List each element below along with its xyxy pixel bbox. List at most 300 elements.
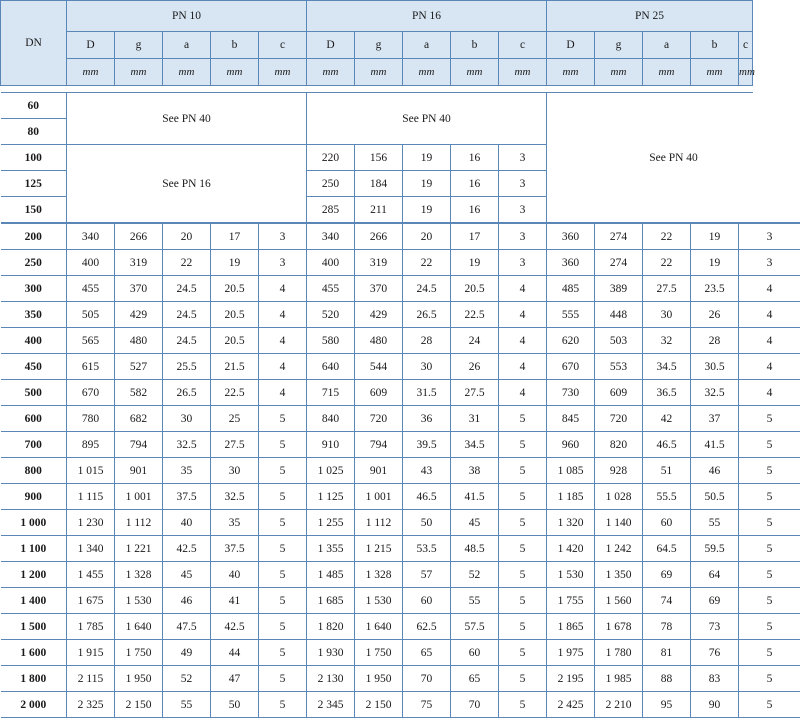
pn10-value-cell: 47.5 <box>163 614 211 640</box>
pn10-value-cell: 2 150 <box>115 692 163 718</box>
pn25-value-cell: 88 <box>643 666 691 692</box>
pn16-value-cell: 46.5 <box>403 484 451 510</box>
pn16-value-cell: 30 <box>403 354 451 380</box>
pn16-value-cell: 1 640 <box>355 614 403 640</box>
pn10-value-cell: 780 <box>67 406 115 432</box>
pn25-value-cell: 1 530 <box>547 562 595 588</box>
pn16-value-cell: 75 <box>403 692 451 718</box>
pn25-value-cell: 2 195 <box>547 666 595 692</box>
pn10-value-cell: 3 <box>259 250 307 276</box>
pn16-value-cell: 70 <box>403 666 451 692</box>
pn10-value-cell: 2 325 <box>67 692 115 718</box>
column-header-c: c <box>739 32 753 59</box>
pn16-value-cell: 794 <box>355 432 403 458</box>
pn10-value-cell: 1 015 <box>67 458 115 484</box>
column-header-a: a <box>403 32 451 59</box>
pn16-value-cell: 4 <box>499 354 547 380</box>
pn25-value-cell: 36.5 <box>643 380 691 406</box>
pn25-value-cell: 730 <box>547 380 595 406</box>
table-body <box>1 86 800 718</box>
pn25-value-cell: 1 140 <box>595 510 643 536</box>
pn10-value-cell: 340 <box>67 223 115 250</box>
pn10-see-pn40-note: See PN 40 <box>67 93 307 145</box>
pn25-value-cell: 1 755 <box>547 588 595 614</box>
pn10-value-cell: 5 <box>259 562 307 588</box>
unit-label: mm <box>499 59 547 86</box>
table-row <box>1 640 800 666</box>
dn-cell: 450 <box>1 354 67 380</box>
pn25-value-cell: 4 <box>739 276 800 302</box>
pn10-value-cell: 1 230 <box>67 510 115 536</box>
dn-cell: 350 <box>1 302 67 328</box>
pn10-value-cell: 319 <box>115 250 163 276</box>
pn25-value-cell: 90 <box>691 692 739 718</box>
pn25-value-cell: 4 <box>739 328 800 354</box>
pn25-value-cell: 42 <box>643 406 691 432</box>
pn25-value-cell: 5 <box>739 432 800 458</box>
pn25-value-cell: 1 985 <box>595 666 643 692</box>
table-row <box>1 614 800 640</box>
pn25-value-cell: 64.5 <box>643 536 691 562</box>
pn16-value-cell: 319 <box>355 250 403 276</box>
pn10-header: PN 10 <box>67 1 307 32</box>
pn25-value-cell: 1 780 <box>595 640 643 666</box>
pn10-see-pn16-note: See PN 16 <box>67 145 307 224</box>
pn16-value-cell: 26.5 <box>403 302 451 328</box>
pn25-value-cell: 5 <box>739 614 800 640</box>
pn10-value-cell: 2 115 <box>67 666 115 692</box>
pn10-value-cell: 4 <box>259 354 307 380</box>
pn16-value-cell: 16 <box>451 171 499 197</box>
pn16-value-cell: 24 <box>451 328 499 354</box>
dn-cell: 100 <box>1 145 67 171</box>
pn25-value-cell: 4 <box>739 354 800 380</box>
pn16-value-cell: 4 <box>499 276 547 302</box>
table-row <box>1 250 800 276</box>
pn25-value-cell: 55 <box>691 510 739 536</box>
pn25-value-cell: 670 <box>547 354 595 380</box>
pn16-value-cell: 31.5 <box>403 380 451 406</box>
column-header-b: b <box>211 32 259 59</box>
pn16-value-cell: 65 <box>451 666 499 692</box>
pn10-value-cell: 25.5 <box>163 354 211 380</box>
pn25-value-cell: 485 <box>547 276 595 302</box>
pn25-value-cell: 5 <box>739 406 800 432</box>
pn10-value-cell: 4 <box>259 328 307 354</box>
pn10-value-cell: 37.5 <box>211 536 259 562</box>
pn25-value-cell: 5 <box>739 692 800 718</box>
pn16-value-cell: 45 <box>451 510 499 536</box>
pn16-value-cell: 48.5 <box>451 536 499 562</box>
column-header-c: c <box>499 32 547 59</box>
pn16-value-cell: 1 125 <box>307 484 355 510</box>
pn16-see-pn40-note: See PN 40 <box>307 93 547 145</box>
pn25-value-cell: 30.5 <box>691 354 739 380</box>
pn10-value-cell: 1 340 <box>67 536 115 562</box>
dn-cell: 250 <box>1 250 67 276</box>
pn16-value-cell: 429 <box>355 302 403 328</box>
pn25-value-cell: 22 <box>643 250 691 276</box>
dn-cell: 1 400 <box>1 588 67 614</box>
pn16-value-cell: 156 <box>355 145 403 171</box>
pn25-value-cell: 389 <box>595 276 643 302</box>
pn16-value-cell: 31 <box>451 406 499 432</box>
column-header-g: g <box>115 32 163 59</box>
pn10-value-cell: 1 455 <box>67 562 115 588</box>
pn16-value-cell: 16 <box>451 197 499 224</box>
dn-cell: 200 <box>1 223 67 250</box>
pn16-value-cell: 3 <box>499 250 547 276</box>
pn25-value-cell: 5 <box>739 458 800 484</box>
pn10-value-cell: 1 112 <box>115 510 163 536</box>
pn25-value-cell: 55.5 <box>643 484 691 510</box>
pn16-value-cell: 5 <box>499 692 547 718</box>
dn-cell: 600 <box>1 406 67 432</box>
pn25-value-cell: 50.5 <box>691 484 739 510</box>
pn25-value-cell: 5 <box>739 640 800 666</box>
pn10-value-cell: 20.5 <box>211 276 259 302</box>
pn10-value-cell: 21.5 <box>211 354 259 380</box>
pn10-value-cell: 4 <box>259 276 307 302</box>
pn10-value-cell: 17 <box>211 223 259 250</box>
pn25-value-cell: 2 210 <box>595 692 643 718</box>
dn-cell: 1 100 <box>1 536 67 562</box>
pn10-value-cell: 5 <box>259 510 307 536</box>
pn10-value-cell: 25 <box>211 406 259 432</box>
pn10-value-cell: 5 <box>259 614 307 640</box>
pn25-value-cell: 928 <box>595 458 643 484</box>
pn16-value-cell: 1 255 <box>307 510 355 536</box>
pn25-value-cell: 30 <box>643 302 691 328</box>
pn16-value-cell: 910 <box>307 432 355 458</box>
pn16-value-cell: 455 <box>307 276 355 302</box>
unit-label: mm <box>355 59 403 86</box>
unit-label: mm <box>211 59 259 86</box>
pn25-value-cell: 32.5 <box>691 380 739 406</box>
pn10-value-cell: 49 <box>163 640 211 666</box>
pn10-value-cell: 40 <box>211 562 259 588</box>
unit-label: mm <box>115 59 163 86</box>
table-row <box>1 93 800 119</box>
pn10-value-cell: 5 <box>259 432 307 458</box>
pn10-value-cell: 46 <box>163 588 211 614</box>
pn25-value-cell: 95 <box>643 692 691 718</box>
pn10-value-cell: 24.5 <box>163 302 211 328</box>
pn10-value-cell: 527 <box>115 354 163 380</box>
pn16-value-cell: 4 <box>499 302 547 328</box>
pn25-value-cell: 19 <box>691 223 739 250</box>
header-spacer <box>1 86 800 93</box>
pn10-value-cell: 565 <box>67 328 115 354</box>
dn-cell: 800 <box>1 458 67 484</box>
pn25-value-cell: 64 <box>691 562 739 588</box>
column-header-b: b <box>691 32 739 59</box>
pn16-value-cell: 62.5 <box>403 614 451 640</box>
column-header-d: D <box>307 32 355 59</box>
pn16-value-cell: 20 <box>403 223 451 250</box>
pn16-value-cell: 3 <box>499 171 547 197</box>
pn16-value-cell: 22 <box>403 250 451 276</box>
pn25-value-cell: 1 085 <box>547 458 595 484</box>
pn10-value-cell: 19 <box>211 250 259 276</box>
pn16-value-cell: 1 355 <box>307 536 355 562</box>
pn25-value-cell: 1 185 <box>547 484 595 510</box>
unit-label: mm <box>691 59 739 86</box>
pn16-value-cell: 2 150 <box>355 692 403 718</box>
pn10-value-cell: 30 <box>211 458 259 484</box>
pn16-value-cell: 285 <box>307 197 355 224</box>
dn-cell: 125 <box>1 171 67 197</box>
pn25-value-cell: 1 028 <box>595 484 643 510</box>
pn25-value-cell: 1 350 <box>595 562 643 588</box>
pn10-value-cell: 5 <box>259 640 307 666</box>
pn10-value-cell: 32.5 <box>211 484 259 510</box>
pn25-value-cell: 274 <box>595 250 643 276</box>
pn25-value-cell: 32 <box>643 328 691 354</box>
pn25-value-cell: 360 <box>547 250 595 276</box>
pn25-value-cell: 28 <box>691 328 739 354</box>
pn10-value-cell: 4 <box>259 302 307 328</box>
pn25-value-cell: 553 <box>595 354 643 380</box>
pn25-value-cell: 83 <box>691 666 739 692</box>
pn10-value-cell: 30 <box>163 406 211 432</box>
pn10-value-cell: 5 <box>259 666 307 692</box>
pn10-value-cell: 40 <box>163 510 211 536</box>
pn16-value-cell: 580 <box>307 328 355 354</box>
pn10-value-cell: 22.5 <box>211 380 259 406</box>
pn16-value-cell: 2 130 <box>307 666 355 692</box>
header-row-units <box>1 59 800 86</box>
pn16-value-cell: 5 <box>499 458 547 484</box>
pn10-value-cell: 45 <box>163 562 211 588</box>
pn10-value-cell: 1 328 <box>115 562 163 588</box>
pn16-value-cell: 1 001 <box>355 484 403 510</box>
pn10-value-cell: 20.5 <box>211 328 259 354</box>
dn-cell: 1 800 <box>1 666 67 692</box>
dn-cell: 150 <box>1 197 67 224</box>
pn16-value-cell: 3 <box>499 197 547 224</box>
pn16-value-cell: 36 <box>403 406 451 432</box>
pn16-value-cell: 5 <box>499 666 547 692</box>
pn10-value-cell: 27.5 <box>211 432 259 458</box>
pn25-value-cell: 73 <box>691 614 739 640</box>
column-header-c: c <box>259 32 307 59</box>
table-row <box>1 484 800 510</box>
pn16-value-cell: 1 112 <box>355 510 403 536</box>
pn10-value-cell: 26.5 <box>163 380 211 406</box>
pn16-value-cell: 1 485 <box>307 562 355 588</box>
pn10-value-cell: 794 <box>115 432 163 458</box>
pn16-value-cell: 4 <box>499 380 547 406</box>
pn25-value-cell: 51 <box>643 458 691 484</box>
pn16-value-cell: 19 <box>451 250 499 276</box>
pn25-value-cell: 37 <box>691 406 739 432</box>
pn10-value-cell: 5 <box>259 536 307 562</box>
pn16-value-cell: 400 <box>307 250 355 276</box>
pn25-value-cell: 1 420 <box>547 536 595 562</box>
table-row <box>1 432 800 458</box>
pn25-value-cell: 34.5 <box>643 354 691 380</box>
pn10-value-cell: 455 <box>67 276 115 302</box>
pn16-value-cell: 1 750 <box>355 640 403 666</box>
pn16-value-cell: 16 <box>451 145 499 171</box>
pn25-value-cell: 23.5 <box>691 276 739 302</box>
pn10-value-cell: 5 <box>259 484 307 510</box>
pn25-value-cell: 19 <box>691 250 739 276</box>
pn10-value-cell: 55 <box>163 692 211 718</box>
pn25-value-cell: 1 320 <box>547 510 595 536</box>
pn10-value-cell: 480 <box>115 328 163 354</box>
unit-label: mm <box>259 59 307 86</box>
pn16-value-cell: 5 <box>499 432 547 458</box>
pn10-value-cell: 44 <box>211 640 259 666</box>
pn25-value-cell: 555 <box>547 302 595 328</box>
table-row <box>1 223 800 250</box>
pn16-value-cell: 38 <box>451 458 499 484</box>
pn16-value-cell: 5 <box>499 406 547 432</box>
table-row <box>1 406 800 432</box>
pn16-value-cell: 184 <box>355 171 403 197</box>
pn25-value-cell: 1 560 <box>595 588 643 614</box>
pn25-value-cell: 360 <box>547 223 595 250</box>
pn10-value-cell: 1 001 <box>115 484 163 510</box>
table-row <box>1 588 800 614</box>
pn16-value-cell: 60 <box>403 588 451 614</box>
pn16-value-cell: 720 <box>355 406 403 432</box>
unit-label: mm <box>403 59 451 86</box>
pn25-value-cell: 1 242 <box>595 536 643 562</box>
pn16-value-cell: 5 <box>499 614 547 640</box>
table-row <box>1 562 800 588</box>
pn16-value-cell: 5 <box>499 510 547 536</box>
pn25-value-cell: 2 425 <box>547 692 595 718</box>
pn16-value-cell: 26 <box>451 354 499 380</box>
dn-cell: 500 <box>1 380 67 406</box>
pn10-value-cell: 5 <box>259 458 307 484</box>
pn25-value-cell: 22 <box>643 223 691 250</box>
table-row <box>1 510 800 536</box>
pn16-value-cell: 19 <box>403 145 451 171</box>
pn10-value-cell: 41 <box>211 588 259 614</box>
pn25-value-cell: 609 <box>595 380 643 406</box>
pn16-value-cell: 1 530 <box>355 588 403 614</box>
pn25-value-cell: 5 <box>739 666 800 692</box>
column-header-a: a <box>163 32 211 59</box>
pn16-value-cell: 22.5 <box>451 302 499 328</box>
pn25-value-cell: 448 <box>595 302 643 328</box>
pn25-value-cell: 76 <box>691 640 739 666</box>
pn10-value-cell: 615 <box>67 354 115 380</box>
table-row <box>1 276 800 302</box>
table-row <box>1 328 800 354</box>
table-row <box>1 458 800 484</box>
pn16-value-cell: 266 <box>355 223 403 250</box>
pn16-value-cell: 43 <box>403 458 451 484</box>
unit-label: mm <box>643 59 691 86</box>
pn10-value-cell: 1 750 <box>115 640 163 666</box>
pn25-value-cell: 78 <box>643 614 691 640</box>
table-header <box>1 1 800 86</box>
pn25-header: PN 25 <box>547 1 753 32</box>
pn10-value-cell: 370 <box>115 276 163 302</box>
pn25-value-cell: 81 <box>643 640 691 666</box>
pn16-value-cell: 60 <box>451 640 499 666</box>
pn16-value-cell: 1 950 <box>355 666 403 692</box>
dn-cell: 400 <box>1 328 67 354</box>
pn25-value-cell: 1 975 <box>547 640 595 666</box>
pn16-value-cell: 5 <box>499 562 547 588</box>
pn10-value-cell: 5 <box>259 406 307 432</box>
pn16-value-cell: 5 <box>499 536 547 562</box>
header-row-groups <box>1 1 800 32</box>
pn10-value-cell: 20 <box>163 223 211 250</box>
pn16-value-cell: 1 215 <box>355 536 403 562</box>
pn25-value-cell: 5 <box>739 484 800 510</box>
pn16-value-cell: 220 <box>307 145 355 171</box>
pn16-value-cell: 19 <box>403 171 451 197</box>
pn10-value-cell: 32.5 <box>163 432 211 458</box>
dn-cell: 60 <box>1 93 67 119</box>
pn16-value-cell: 480 <box>355 328 403 354</box>
pn10-value-cell: 582 <box>115 380 163 406</box>
column-header-a: a <box>643 32 691 59</box>
pn16-value-cell: 2 345 <box>307 692 355 718</box>
pn16-value-cell: 250 <box>307 171 355 197</box>
dn-cell: 80 <box>1 119 67 145</box>
pn10-value-cell: 1 675 <box>67 588 115 614</box>
pn25-value-cell: 26 <box>691 302 739 328</box>
pn16-value-cell: 5 <box>499 640 547 666</box>
pn25-value-cell: 41.5 <box>691 432 739 458</box>
pn25-value-cell: 820 <box>595 432 643 458</box>
pn16-value-cell: 1 328 <box>355 562 403 588</box>
pn16-value-cell: 4 <box>499 328 547 354</box>
column-header-g: g <box>355 32 403 59</box>
pn16-value-cell: 901 <box>355 458 403 484</box>
pn10-value-cell: 24.5 <box>163 276 211 302</box>
pn16-value-cell: 1 820 <box>307 614 355 640</box>
table-row <box>1 354 800 380</box>
unit-label: mm <box>451 59 499 86</box>
pn10-value-cell: 505 <box>67 302 115 328</box>
table-row <box>1 536 800 562</box>
pn10-value-cell: 1 115 <box>67 484 115 510</box>
pn16-header: PN 16 <box>307 1 547 32</box>
pn25-value-cell: 60 <box>643 510 691 536</box>
pn16-value-cell: 1 685 <box>307 588 355 614</box>
pn10-value-cell: 3 <box>259 223 307 250</box>
pn10-value-cell: 1 785 <box>67 614 115 640</box>
pn10-value-cell: 1 950 <box>115 666 163 692</box>
pn10-value-cell: 37.5 <box>163 484 211 510</box>
table-row <box>1 692 800 718</box>
dn-cell: 1 600 <box>1 640 67 666</box>
pn16-value-cell: 211 <box>355 197 403 224</box>
pn25-value-cell: 3 <box>739 223 800 250</box>
pn16-value-cell: 5 <box>499 588 547 614</box>
column-header-b: b <box>451 32 499 59</box>
pn16-value-cell: 1 025 <box>307 458 355 484</box>
pn10-value-cell: 670 <box>67 380 115 406</box>
pn25-value-cell: 274 <box>595 223 643 250</box>
dn-cell: 900 <box>1 484 67 510</box>
pn10-value-cell: 5 <box>259 588 307 614</box>
pn25-value-cell: 1 865 <box>547 614 595 640</box>
pn16-value-cell: 34.5 <box>451 432 499 458</box>
pn16-value-cell: 520 <box>307 302 355 328</box>
pn10-value-cell: 266 <box>115 223 163 250</box>
dn-cell: 300 <box>1 276 67 302</box>
